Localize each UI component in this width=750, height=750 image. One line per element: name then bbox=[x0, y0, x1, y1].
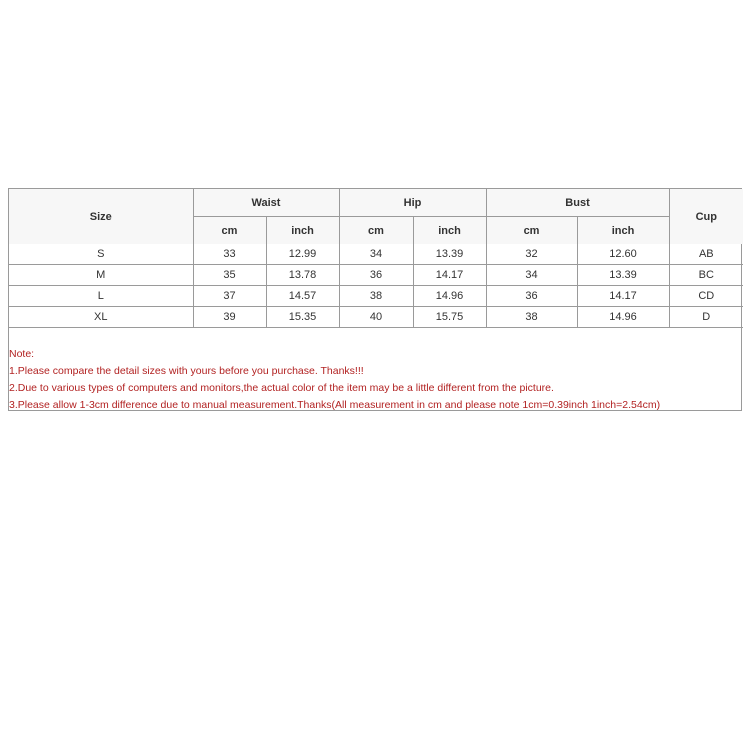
hip-cm-cell: 36 bbox=[339, 265, 413, 286]
bust-header: Bust bbox=[486, 189, 669, 217]
bust-cm-cell: 32 bbox=[486, 244, 577, 265]
size-chart bbox=[8, 188, 742, 411]
unit-header: inch bbox=[266, 217, 339, 245]
waist-header: Waist bbox=[193, 189, 339, 217]
waist-inch-cell: 12.99 bbox=[266, 244, 339, 265]
table-row bbox=[9, 307, 743, 328]
waist-cm-cell: 39 bbox=[193, 307, 266, 328]
bust-cm-cell: 34 bbox=[486, 265, 577, 286]
size-cell: XL bbox=[9, 307, 193, 328]
bust-cm-cell: 36 bbox=[486, 286, 577, 307]
notes-title: Note: bbox=[9, 348, 35, 360]
waist-cm-cell: 37 bbox=[193, 286, 266, 307]
cup-cell: D bbox=[669, 307, 743, 328]
unit-header: cm bbox=[486, 217, 577, 245]
size-cell: M bbox=[9, 265, 193, 286]
waist-inch-cell: 13.78 bbox=[266, 265, 339, 286]
note-line-3: 3.Please allow 1-3cm difference due to manual measurement.Thanks(All measurement in cm and please note 1cm=0.39inch 1inch=2.54cm) bbox=[9, 399, 661, 411]
size-cell: L bbox=[9, 286, 193, 307]
hip-header: Hip bbox=[339, 189, 486, 217]
waist-inch-cell: 15.35 bbox=[266, 307, 339, 328]
notes-section bbox=[9, 328, 741, 414]
note-line-1: 1.Please compare the detail sizes with yours before you purchase. Thanks!!! bbox=[9, 365, 364, 377]
note-line-2: 2.Due to various types of computers and monitors,the actual color of the item may be a little different from the picture. bbox=[9, 382, 554, 394]
waist-inch-cell: 14.57 bbox=[266, 286, 339, 307]
bust-inch-cell: 14.17 bbox=[577, 286, 669, 307]
cup-header: Cup bbox=[669, 189, 743, 244]
size-header: Size bbox=[9, 189, 193, 244]
bust-inch-cell: 14.96 bbox=[577, 307, 669, 328]
waist-cm-cell: 35 bbox=[193, 265, 266, 286]
waist-cm-cell: 33 bbox=[193, 244, 266, 265]
size-table bbox=[9, 189, 743, 328]
hip-inch-cell: 13.39 bbox=[413, 244, 486, 265]
bust-inch-cell: 13.39 bbox=[577, 265, 669, 286]
table-row bbox=[9, 286, 743, 307]
hip-inch-cell: 15.75 bbox=[413, 307, 486, 328]
size-cell: S bbox=[97, 248, 105, 260]
bust-inch-cell: 12.60 bbox=[577, 244, 669, 265]
cup-cell: CD bbox=[669, 286, 743, 307]
unit-header: inch bbox=[413, 217, 486, 245]
hip-cm-cell: 38 bbox=[339, 286, 413, 307]
cup-cell: BC bbox=[669, 265, 743, 286]
header-row-groups bbox=[9, 189, 743, 217]
unit-header: cm bbox=[193, 217, 266, 245]
cup-cell: AB bbox=[669, 244, 743, 265]
hip-cm-cell: 40 bbox=[339, 307, 413, 328]
table-row bbox=[9, 244, 743, 265]
hip-inch-cell: 14.96 bbox=[413, 286, 486, 307]
hip-cm-cell: 34 bbox=[339, 244, 413, 265]
bust-cm-cell: 38 bbox=[486, 307, 577, 328]
hip-inch-cell: 14.17 bbox=[413, 265, 486, 286]
table-row bbox=[9, 265, 743, 286]
unit-header: inch bbox=[577, 217, 669, 245]
unit-header: cm bbox=[339, 217, 413, 245]
